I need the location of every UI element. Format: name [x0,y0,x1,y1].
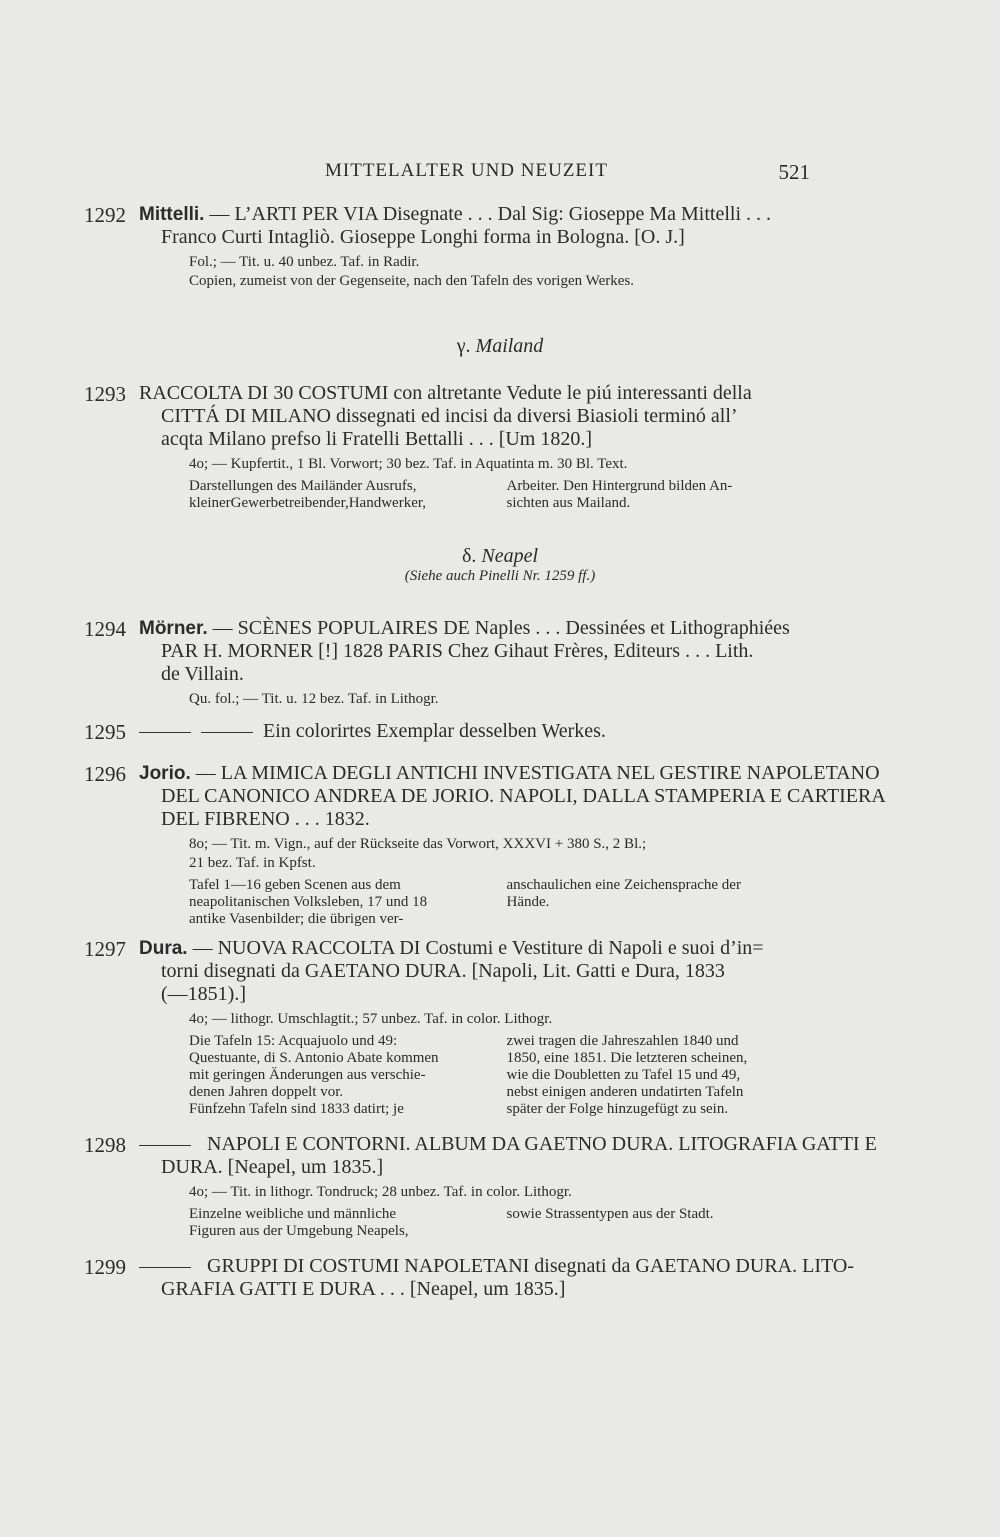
entry-title-line: — SCÈNES POPULAIRES DE Naples . . . Dessinées et Lithographiées [207,617,790,639]
entry-title-line: NAPOLI E CONTORNI. ALBUM DA GAETNO DURA. LITOGRAFIA GATTI E [207,1133,877,1155]
entry-title-line: (—1851).] [161,983,246,1005]
entry-format: 4o; — Kupfertit., 1 Bl. Vorwort; 30 bez. Taf. in Aquatinta m. 30 Bl. Text. [189,456,628,472]
entry-format: 8o; — Tit. m. Vign., auf der Rückseite das Vorwort, XXXVI + 380 S., 2 Bl.; [189,836,647,852]
entry-title-line: — L’ARTI PER VIA Disegnate . . . Dal Sig: Gioseppe Ma Mittelli . . . [204,203,771,225]
catalog-entry-1296 [84,762,886,928]
entry-number: 1299 [84,1255,126,1279]
section-letter: γ. [456,335,471,357]
entry-title-line: Franco Curti Intagliò. Gioseppe Longhi forma in Bologna. [O. J.] [161,226,685,248]
catalog-entry-1294 [84,617,824,709]
entry-number: 1294 [84,617,126,641]
note-line: anschaulichen eine Zeichensprache der [506,877,741,893]
entry-title-line: DEL FIBRENO . . . 1832. [161,808,370,830]
entry-title-line: GRAFIA GATTI E DURA . . . [Neapel, um 1835.] [161,1278,566,1300]
entry-number: 1298 [84,1133,126,1157]
catalog-entry-1299 [84,1255,854,1301]
entry-author: Dura. [139,938,188,959]
entry-title-line: DEL CANONICO ANDREA DE JORIO. NAPOLI, DALLA STAMPERIA E CARTIERA [161,785,886,807]
note-line: neapolitanischen Volksleben, 17 und 18 [189,894,428,910]
note-line: wie die Doubletten zu Tafel 15 und 49, [506,1067,741,1083]
entry-author: Mittelli. [139,204,205,225]
entry-title-line: DURA. [Neapel, um 1835.] [161,1156,384,1178]
entry-notes [189,1206,824,1240]
catalog-entry-1298 [84,1133,877,1240]
note-line: sichten aus Mailand. [506,495,631,511]
note-line: kleinerGewerbetreibender,Handwerker, [189,495,427,511]
catalog-entry-1292 [84,203,824,291]
note-line: Darstellungen des Mailänder Ausrufs, [189,478,417,494]
note-line: denen Jahren doppelt vor. [189,1084,344,1100]
section-note: (Siehe auch Pinelli Nr. 1259 ff.) [404,568,596,584]
entry-title-line: PAR H. MORNER [!] 1828 PARIS Chez Gihaut Frères, Editeurs . . . Lith. [161,640,754,662]
entry-title-line: RACCOLTA DI 30 COSTUMI con altretante Vedute le piú interessanti della [139,382,752,404]
section-name: Neapel [481,545,539,567]
entry-format: Qu. fol.; — Tit. u. 12 bez. Taf. in Lithogr. [189,691,439,707]
catalog-entry-1297 [84,937,824,1118]
entry-author: Mörner. [139,618,208,639]
note-line: Questuante, di S. Antonio Abate kommen [189,1050,439,1066]
entry-notes [189,877,824,928]
header-title: MITTELALTER UND NEUZEIT [325,160,608,181]
entry-title-line: de Villain. [161,663,244,685]
entry-title-line: Ein colorirtes Exemplar desselben Werkes. [263,720,606,742]
note-line: Tafel 1—16 geben Scenen aus dem [189,877,401,893]
section-name: Mailand [475,335,544,357]
note-line: 1850, eine 1851. Die letzteren scheinen, [506,1050,748,1066]
entry-format: 4o; — Tit. in lithogr. Tondruck; 28 unbez. Taf. in color. Lithogr. [189,1184,572,1200]
entry-title-line: acqta Milano prefso li Fratelli Bettalli . . . [Um 1820.] [161,428,593,450]
entry-number: 1295 [84,720,126,744]
section-heading-neapel [0,545,1000,585]
note-line: später der Folge hinzugefügt zu sein. [506,1101,729,1117]
entry-format: 21 bez. Taf. in Kpfst. [189,855,316,871]
entry-title-line: — NUOVA RACCOLTA DI Costumi e Vestiture di Napoli e suoi d’in= [187,937,764,959]
entry-format: Fol.; — Tit. u. 40 unbez. Taf. in Radir. [189,254,420,270]
catalog-entry-1293 [84,382,824,512]
note-line: antike Vasenbilder; die übrigen ver- [189,911,404,927]
page-number: 521 [778,160,810,184]
entry-number: 1293 [84,382,126,406]
ditto-dash [201,732,253,733]
entry-title-line: torni disegnati da GAETANO DURA. [Napoli, Lit. Gatti e Dura, 1833 [161,960,725,982]
section-heading-mailand [0,335,1000,358]
ditto-dash [139,732,191,733]
entry-number: 1297 [84,937,126,961]
entry-number: 1292 [84,203,126,227]
note-line: Arbeiter. Den Hintergrund bilden An- [506,478,733,494]
note-line: Figuren aus der Umgebung Neapels, [189,1223,409,1239]
section-letter: δ. [461,545,477,567]
entry-number: 1296 [84,762,126,786]
catalog-entry-1295 [84,720,824,743]
note-line: sowie Strassentypen aus der Stadt. [506,1206,714,1222]
entry-title-line: GRUPPI DI COSTUMI NAPOLETANI disegnati da GAETANO DURA. LITO- [207,1255,854,1277]
note-line: Fünfzehn Tafeln sind 1833 datirt; je [189,1101,404,1117]
note-line: nebst einigen anderen undatirten Tafeln [506,1084,744,1100]
entry-author: Jorio. [139,763,191,784]
entry-notes [189,478,824,512]
note-line: Die Tafeln 15: Acquajuolo und 49: [189,1033,398,1049]
note-line: Hände. [506,894,550,910]
ditto-dash [139,1145,191,1146]
entry-format: 4o; — lithogr. Umschlagtit.; 57 unbez. Taf. in color. Lithogr. [189,1011,553,1027]
entry-note: Copien, zumeist von der Gegenseite, nach den Tafeln des vorigen Werkes. [189,273,634,289]
note-line: mit geringen Änderungen aus verschie- [189,1067,426,1083]
entry-notes [189,1033,824,1118]
entry-title-line: — LA MIMICA DEGLI ANTICHI INVESTIGATA NEL GESTIRE NAPOLETANO [190,762,880,784]
note-line: Einzelne weibliche und männliche [189,1206,397,1222]
note-line: zwei tragen die Jahreszahlen 1840 und [506,1033,739,1049]
running-header [150,160,820,188]
entry-title-line: CITTÁ DI MILANO dissegnati ed incisi da diversi Biasioli terminó all’ [161,405,738,427]
ditto-dash [139,1267,191,1268]
